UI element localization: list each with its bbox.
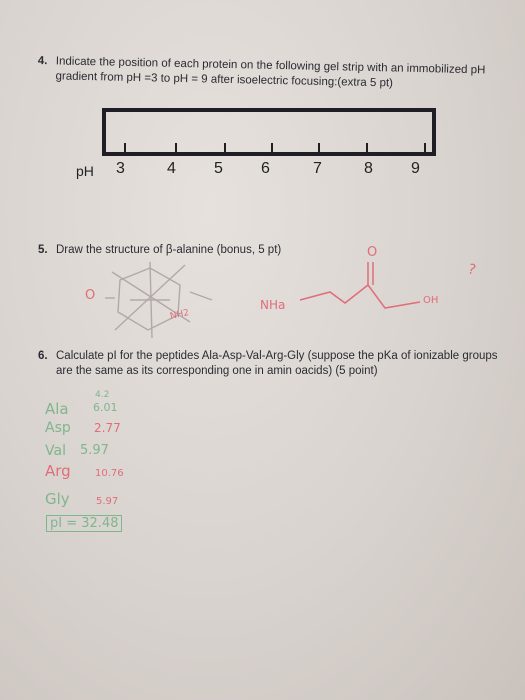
ph-value: 5	[214, 160, 223, 177]
aa-value: 2.77	[94, 421, 121, 435]
ph-axis-label: pH	[76, 163, 94, 179]
o-left-label: O	[85, 288, 96, 303]
question-6-number: 6.	[38, 350, 48, 362]
aa-name: Ala	[45, 400, 69, 418]
aa-value: 6.01	[93, 401, 118, 414]
oh-label: OH	[423, 295, 439, 306]
question-mark: ?	[466, 261, 478, 279]
ph-value: 8	[364, 160, 373, 177]
question-5-text: Draw the structure of β-alanine (bonus, 5 pt)	[56, 244, 282, 256]
question-4-number: 4.	[37, 54, 48, 68]
aa-extra: 4.2	[95, 390, 110, 400]
aa-name: Arg	[45, 462, 71, 480]
aa-name: Gly	[45, 490, 70, 508]
pi-answer-value: 32.48	[81, 516, 119, 531]
question-4-text: Indicate the position of each protein on the following gel strip with an immobilized pH gradient from pH =3 to pH = 9 after isoelectric focusing:(extra 5 pt)	[55, 55, 486, 90]
ph-value: 7	[313, 160, 322, 177]
question-6	[38, 349, 508, 379]
ph-value: 6	[261, 160, 270, 177]
aa-name: Val	[45, 443, 66, 459]
pi-answer-box	[46, 515, 122, 532]
nh2-right-label: NHa	[260, 298, 286, 312]
nh2-left-label: NH2	[169, 308, 191, 322]
ph-value: 3	[116, 160, 125, 177]
aa-name: Asp	[45, 420, 71, 436]
o-top-label: O	[367, 245, 378, 260]
pi-answer-label: pI =	[50, 516, 78, 531]
aa-value: 5.97	[80, 443, 109, 458]
aa-value: 10.76	[95, 468, 124, 479]
ph-value: 9	[411, 160, 420, 177]
ph-value: 4	[167, 160, 176, 177]
question-6-text: Calculate pI for the peptides Ala-Asp-Val-Arg-Gly (suppose the pKa of ionizable groups are the same as its corresponding one in amin oacids) (5 point)	[56, 350, 498, 377]
question-5-number: 5.	[38, 244, 48, 256]
aa-value: 5.97	[96, 496, 119, 507]
